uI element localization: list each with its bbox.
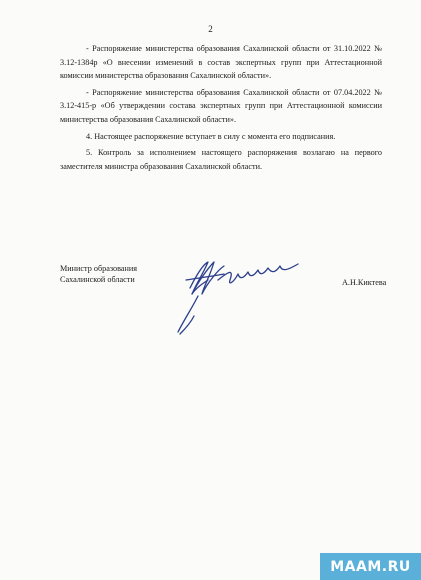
paragraph-5-control: 5. Контроль за исполнением настоящего распоряжения возлагаю на первого заместителя министра образования Сахалинской области. — [60, 148, 382, 171]
signatory-title — [60, 263, 137, 285]
page-number: 2 — [208, 24, 213, 34]
watermark-text: MAAM.RU — [330, 558, 411, 575]
maam-watermark-badge — [320, 553, 421, 580]
signatory-title-line2: Сахалинской области — [60, 275, 135, 284]
document-body — [60, 42, 382, 176]
paragraph-decree-415: - Распоряжение министерства образования Сахалинской области от 07.04.2022 № 3.12-415-р «Об утверждении состава экспертных групп при Аттестационной комиссии министерства образования Сахалинской области». — [60, 87, 382, 124]
signatory-name: А.Н.Киктева — [342, 278, 387, 287]
paragraph-decree-1384: - Распоряжение министерства образования Сахалинской области от 31.10.2022 № 3.12-1384р «О внесении изменений в состав экспертных групп при Аттестационной комиссии министерства образования Сахалинской области». — [60, 44, 382, 81]
paragraph-4-effective: 4. Настоящее распоряжение вступает в силу с момента его подписания. — [86, 131, 336, 141]
handwritten-signature — [168, 250, 318, 345]
signatory-title-line1: Министр образования — [60, 264, 138, 273]
